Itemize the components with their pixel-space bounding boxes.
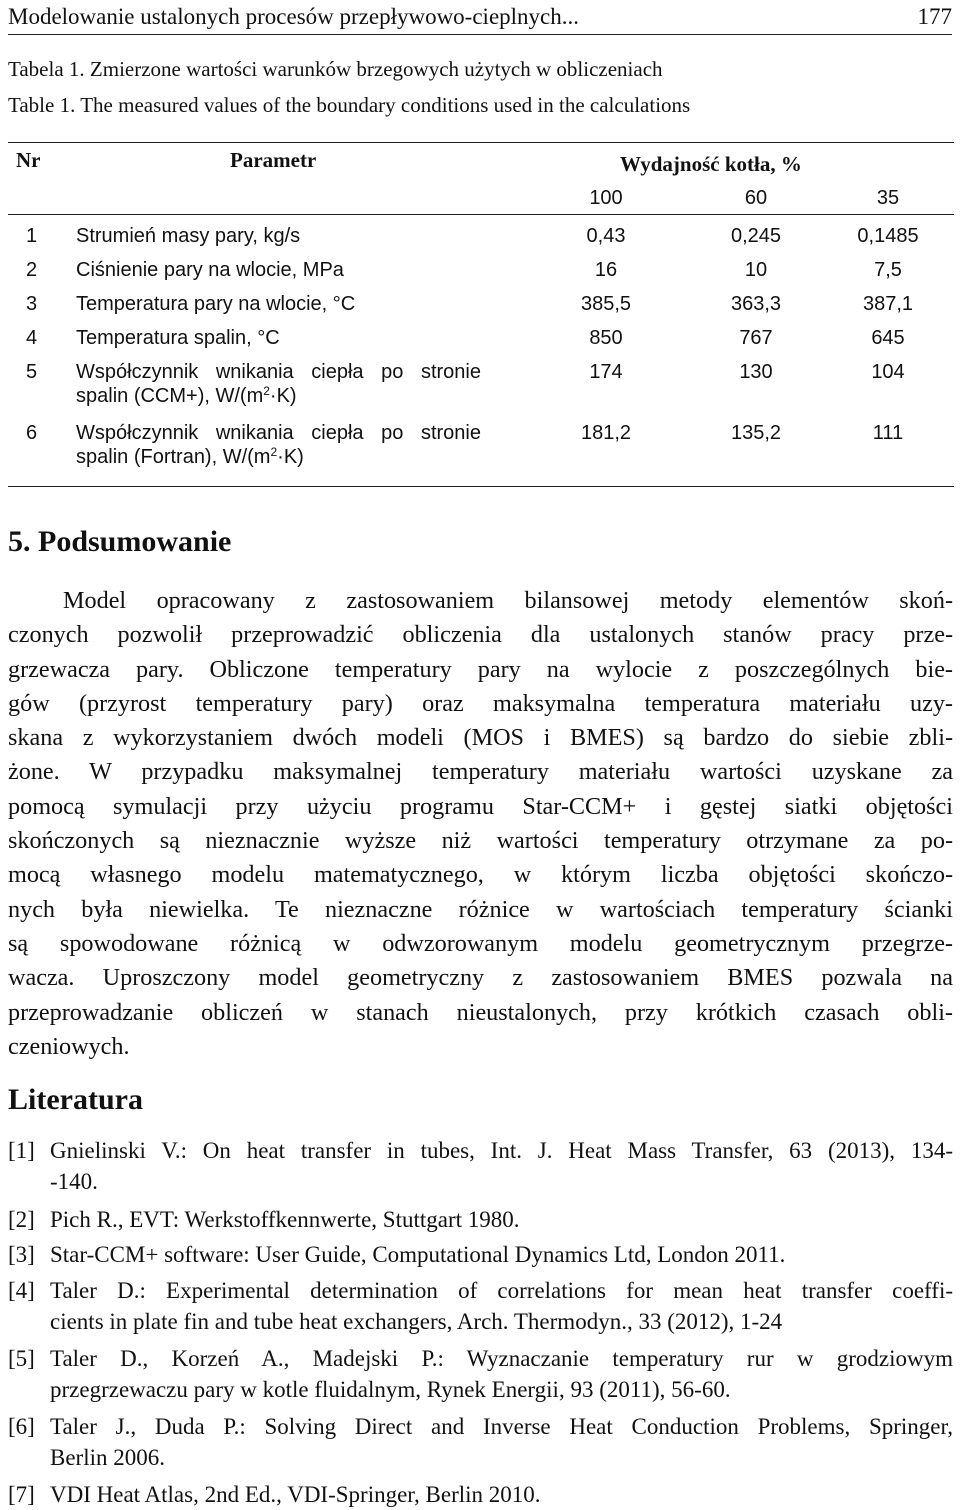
summary-paragraph [8, 584, 953, 1064]
table-cell: 135,2 [730, 422, 782, 444]
paragraph-line: grzewacza pary. Obliczone temperatury pary na wylocie z poszczególnych bie- [8, 655, 953, 683]
subcol-60: 60 [744, 187, 768, 209]
col-header-wydajnosc: Wydajność kotła, % [620, 152, 802, 176]
paragraph-line: skana z wykorzystaniem dwóch modeli (MOS i BMES) są bardzo do siebie zbli- [8, 724, 953, 752]
paragraph-line: Model opracowany z zastosowaniem bilansowej metody elementów skoń- [63, 587, 953, 614]
table-row-param: Temperatura pary na wlocie, °C [76, 293, 356, 315]
reference-number: [1] [8, 1138, 35, 1163]
section-heading-summary: 5. Podsumowanie [8, 525, 232, 558]
param-line-1: Współczynnik wnikania ciepła po stronie [76, 361, 481, 383]
table-cell: 174 [589, 361, 623, 383]
running-header [8, 0, 952, 35]
table-cell: 767 [739, 327, 773, 349]
paragraph-line: czeniowych. [8, 1032, 130, 1060]
param-line-1: Współczynnik wnikania ciepła po stronie [76, 422, 481, 444]
table-row-param [76, 421, 496, 469]
reference-number: [7] [8, 1482, 35, 1507]
reference-number: [5] [8, 1346, 35, 1371]
table-cell: 104 [871, 361, 905, 383]
table-top-rule [8, 142, 954, 143]
table-row-param: Strumień masy pary, kg/s [76, 225, 301, 247]
paragraph-line: czonych pozwolił przeprowadzić obliczenia dla ustalonych stanów pracy prze- [8, 621, 953, 649]
paragraph-line: wacza. Uproszczony model geometryczny z zastosowaniem BMES pozwala na [8, 964, 953, 992]
reference-text: VDI Heat Atlas, 2nd Ed., VDI-Springer, Berlin 2010. [50, 1482, 541, 1507]
paragraph-line: skończonych są nieznacznie wyższe niż wartości temperatury otrzymane za po- [8, 827, 953, 855]
reference-text: Taler D., Korzeń A., Madejski P.: Wyznaczanie temperatury rur w grodziowym przegrzewaczu pary w kotle fluidalnym, Rynek Energii, 93 (2011), 56-60. [50, 1346, 953, 1402]
paragraph-line: gów (przyrost temperatury pary) oraz maksymalna temperatura materiału uzy- [8, 689, 953, 717]
paragraph-line: przeprowadzanie obliczeń w stanach nieustalonych, przy krótkich czasach obli- [8, 998, 953, 1026]
table-cell: 0,245 [730, 225, 782, 247]
table-caption-pl: Tabela 1. Zmierzone wartości warunków brzegowych użytych w obliczeniach [8, 57, 663, 81]
reference-text: Pich R., EVT: Werkstoffkennwerte, Stuttgart 1980. [50, 1207, 520, 1232]
param-line-2: spalin (CCM+), $W/(m^2\cdot K)$ [76, 384, 297, 407]
table-row-nr: 1 [26, 225, 38, 247]
reference-text: Taler J., Duda P.: Solving Direct and Inverse Heat Conduction Problems, Springer, Berlin 2006. [50, 1414, 953, 1470]
table-row-param: Ciśnienie pary na wlocie, MPa [76, 259, 344, 281]
paragraph-line: żone. W przypadku maksymalnej temperatury materiału wartości uzyskane za [8, 758, 953, 786]
table-cell: 7,5 [874, 259, 902, 281]
reference-number: [2] [8, 1207, 35, 1232]
table-cell: 387,1 [862, 293, 914, 315]
reference-text: Gnielinski V.: On heat transfer in tubes, Int. J. Heat Mass Transfer, 63 (2013), 134- -140. [50, 1138, 953, 1194]
table-cell: 130 [739, 361, 773, 383]
reference-number: [6] [8, 1414, 35, 1439]
reference-number: [4] [8, 1278, 35, 1303]
table-row-param [76, 360, 496, 408]
table-cell: 363,3 [730, 293, 782, 315]
running-title: Modelowanie ustalonych procesów przepływowo-cieplnych... [8, 4, 580, 29]
table-cell: 0,1485 [857, 225, 919, 247]
table-cell: 0,43 [586, 225, 626, 247]
paragraph-line: pomocą symulacji przy użyciu programu Star-CCM+ i gęstej siatki objętości [8, 792, 953, 820]
section-heading-literature: Literatura [8, 1083, 143, 1116]
table-row-nr: 6 [26, 422, 38, 444]
page-number: 177 [917, 4, 952, 29]
table-cell: 111 [872, 422, 904, 444]
reference-text: Taler D.: Experimental determination of correlations for mean heat transfer coeffi- cients in plate fin and tube heat exchangers, Arch. Thermodyn., 33 (2012), 1-24 [50, 1278, 953, 1334]
param-line-2: spalin (Fortran), $W/(m^2\cdot K)$ [76, 445, 304, 468]
reference-number: [3] [8, 1242, 35, 1267]
subcol-100: 100 [589, 187, 623, 209]
table-cell: 645 [871, 327, 905, 349]
col-header-parametr: Parametr [230, 148, 317, 172]
table-cell: 385,5 [580, 293, 632, 315]
subcol-35: 35 [876, 187, 900, 209]
table-row-nr: 3 [26, 293, 38, 315]
table-cell: 181,2 [580, 422, 632, 444]
table-header-rule [8, 214, 954, 215]
table-row-nr: 4 [26, 327, 38, 349]
table-caption-en: Table 1. The measured values of the boundary conditions used in the calculations [8, 93, 691, 117]
paragraph-line: są spowodowane różnicą w odwzorowanym modelu geometrycznym przegrze- [8, 929, 953, 957]
reference-text: Star-CCM+ software: User Guide, Computational Dynamics Ltd, London 2011. [50, 1242, 786, 1267]
table-cell: 16 [594, 259, 618, 281]
paragraph-line: mocą własnego modelu matematycznego, w którym liczba objętości skończo- [8, 861, 953, 889]
table-cell: 850 [589, 327, 623, 349]
table-row-nr: 2 [26, 259, 38, 281]
table-cell: 10 [744, 259, 768, 281]
table-bottom-rule [8, 486, 954, 487]
col-header-nr: Nr [16, 148, 41, 172]
table-row-param: Temperatura spalin, °C [76, 327, 280, 349]
table-row-nr: 5 [26, 361, 38, 383]
paragraph-line: nych była niewielka. Te nieznaczne różnice w wartościach temperatury ścianki [8, 895, 953, 923]
